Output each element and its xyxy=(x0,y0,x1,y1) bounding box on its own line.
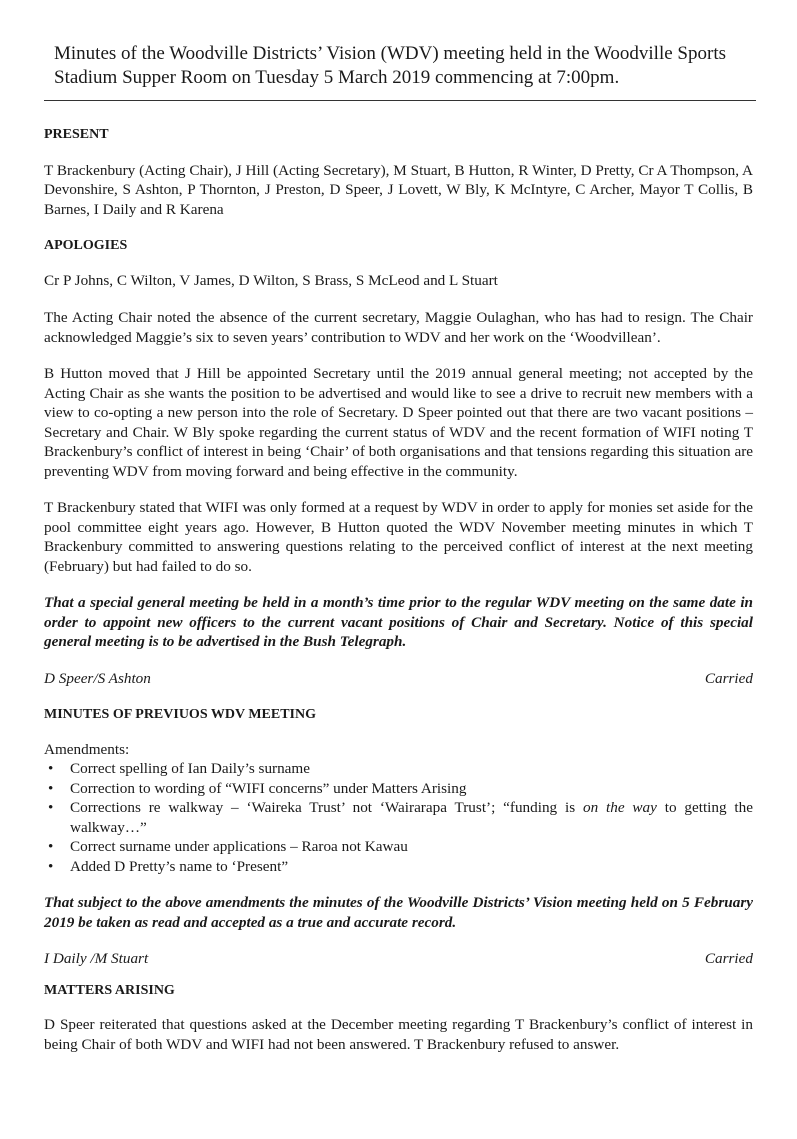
motion-status: Carried xyxy=(704,669,753,687)
list-item-text: Correct surname under applications – Raroa not Kawau xyxy=(70,838,408,855)
list-item-text: Added D Pretty’s name to ‘Present” xyxy=(70,857,289,875)
matters-heading: MATTERS ARISING xyxy=(44,982,175,998)
motion-resolution: That a special general meeting be held in a month’s time prior to the regular WDV meeting on the same date in order to appoint new officers to the current vacant positions of Chair and Secretary. Notice of this special general meeting is to be advertised in the Bush Telegraph. xyxy=(44,594,753,650)
present-heading: PRESENT xyxy=(44,127,109,142)
minutes-heading: MINUTES OF PREVIUOS WDV MEETING xyxy=(44,707,317,722)
mover-seconder: D Speer/S Ashton xyxy=(44,669,151,687)
apologies-heading: APOLOGIES xyxy=(44,238,128,253)
motion-resolution: That subject to the above amendments the minutes of the Woodville Districts’ Vision meeting held on 5 February 2019 be taken as read and accepted as a true and accurate record. xyxy=(44,894,753,931)
minutes-body xyxy=(44,125,753,1054)
list-item xyxy=(60,779,753,799)
list-item xyxy=(60,798,753,837)
list-item-text: Corrections re walkway – ‘Waireka Trust’ not ‘Wairarapa Trust’; “funding is xyxy=(70,799,583,816)
document-title xyxy=(54,42,753,90)
paragraph: T Brackenbury stated that WIFI was only formed at a request by WDV in order to apply for monies set aside for the pool committee eight years ago. However, B Hutton quoted the WDV November meeting minutes in which T Brackenbury committed to answering questions relating to the perceived conflict of interest at the next meeting (February) but had failed to do so. xyxy=(44,499,753,575)
list-item-text: Correction to wording of “WIFI concerns” under Matters Arising xyxy=(70,779,467,797)
title-line-1: Minutes of the Woodville Districts’ Vision (WDV) meeting held in the Woodville Sports xyxy=(54,43,726,64)
motion-mover-row xyxy=(44,669,753,689)
list-item-text: to getting the walkway…” xyxy=(70,799,753,836)
mover-seconder: I Daily /M Stuart xyxy=(44,950,149,967)
paragraph: The Acting Chair noted the absence of the current secretary, Maggie Oulaghan, who has had to resign. The Chair acknowledged Maggie’s six to seven years’ contribution to WDV and her work on the ‘Woodvillean’. xyxy=(44,309,753,346)
list-item-italic: on the way xyxy=(582,799,657,816)
list-item xyxy=(60,837,753,857)
list-item-text: Correct spelling of Ian Daily’s surname xyxy=(70,760,310,777)
motion-status: Carried xyxy=(704,950,753,967)
paragraph: D Speer reiterated that questions asked at the December meeting regarding T Brackenbury’s conflict of interest in being Chair of both WDV and WIFI had not been answered. T Brackenbury refused to answer. xyxy=(44,1016,753,1053)
amendments-label: Amendments: xyxy=(44,740,130,758)
apologies-list: Cr P Johns, C Wilton, V James, D Wilton, S Brass, S McLeod and L Stuart xyxy=(44,271,498,289)
list-item xyxy=(60,857,753,877)
title-line-2: Stadium Supper Room on Tuesday 5 March 2019 commencing at 7:00pm. xyxy=(54,67,620,88)
title-rule xyxy=(44,100,756,101)
amendments-list xyxy=(44,759,753,876)
present-list: T Brackenbury (Acting Chair), J Hill (Acting Secretary), M Stuart, B Hutton, R Winter, D Pretty, Cr A Thompson, A Devonshire, S Ashton, P Thornton, J Preston, D Speer, J Lovett, W Bly, K McIntyre, C Archer, Mayor T Collis, B Barnes, I Daily and R Karena xyxy=(44,161,753,218)
motion-mover-row xyxy=(44,949,753,969)
list-item xyxy=(60,759,753,779)
paragraph: B Hutton moved that J Hill be appointed Secretary until the 2019 annual general meeting; not accepted by the Acting Chair as she wants the position to be advertised and would like to see a drive to recruit new members with a view to co-opting a new person into the role of Secretary. D Speer pointed out that there are two vacant positions – Secretary and Chair. W Bly spoke regarding the current status of WDV and the recent formation of WIFI noting T Brackenbury’s conflict of interest in being ‘Chair’ of both organisations and that tensions regarding this situation are preventing WDV from moving forward and being effective in the community. xyxy=(44,365,753,480)
